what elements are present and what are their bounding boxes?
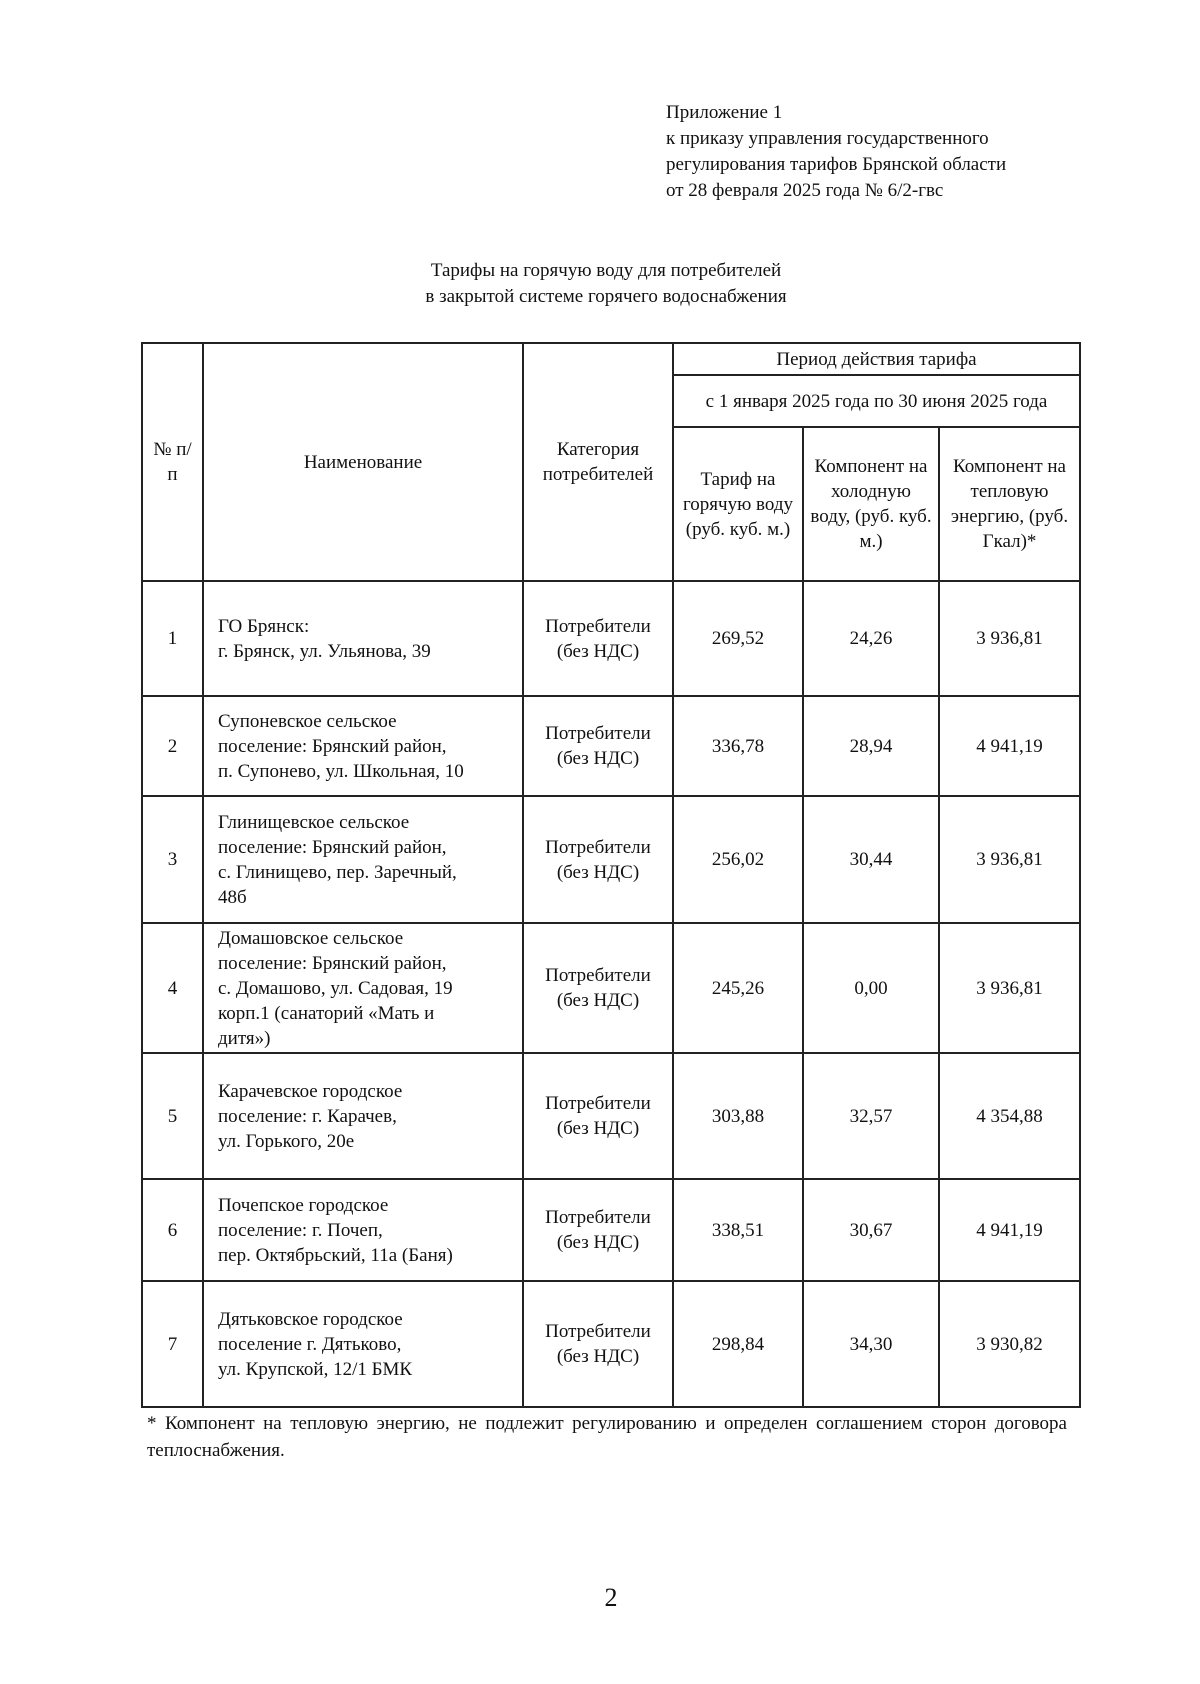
row-heat-component: 3 930,82	[939, 1281, 1080, 1407]
row-category	[523, 923, 673, 1053]
tariffs-table	[141, 342, 1081, 1408]
row-number: 7	[142, 1281, 203, 1407]
row-heat-component: 4 941,19	[939, 696, 1080, 796]
row-name	[203, 923, 523, 1053]
row-heat-component: 3 936,81	[939, 581, 1080, 696]
row-number: 1	[142, 581, 203, 696]
row-category	[523, 1179, 673, 1281]
row-tariff: 303,88	[673, 1053, 803, 1179]
row-name-line: 48б	[218, 886, 247, 908]
appendix-line: от 28 февраля 2025 года № 6/2-гвс	[666, 180, 944, 201]
row-category-line: Потребители	[545, 965, 651, 986]
row-cold-component: 30,67	[803, 1179, 939, 1281]
header-period: Период действия тарифа	[673, 343, 1080, 375]
row-name-line: поселение: г. Карачев,	[218, 1105, 397, 1127]
row-category-line: Потребители	[545, 723, 651, 744]
row-category-line: (без НДС)	[556, 640, 640, 662]
row-category-line: Потребители	[545, 1321, 651, 1342]
row-cold-component: 28,94	[803, 696, 939, 796]
row-category	[523, 581, 673, 696]
appendix-line: регулирования тарифов Брянской области	[666, 154, 1007, 175]
row-number: 5	[142, 1053, 203, 1179]
row-heat-component: 4 941,19	[939, 1179, 1080, 1281]
table-row	[142, 923, 1080, 1053]
row-name-line: г. Брянск, ул. Ульянова, 39	[218, 640, 431, 662]
row-category-line: Потребители	[545, 615, 651, 637]
row-category	[523, 796, 673, 923]
row-name-line: Супоневское сельское	[218, 710, 397, 732]
row-name-line: Карачевское городское	[218, 1080, 403, 1102]
row-tariff: 338,51	[673, 1179, 803, 1281]
row-tariff: 269,52	[673, 581, 803, 696]
row-heat-component: 3 936,81	[939, 796, 1080, 923]
row-category-line: (без НДС)	[556, 1118, 640, 1139]
row-cold-component: 30,44	[803, 796, 939, 923]
appendix-reference	[666, 100, 1006, 204]
row-name-line: ул. Крупской, 12/1 БМК	[218, 1358, 413, 1380]
row-category-line: (без НДС)	[556, 748, 640, 769]
row-name-line: пер. Октябрьский, 11а (Баня)	[218, 1244, 453, 1266]
row-cold-component: 34,30	[803, 1281, 939, 1407]
row-name	[203, 581, 523, 696]
row-name-line: Домашовское сельское	[218, 927, 404, 949]
document-title-line: в закрытой системе горячего водоснабжения	[425, 286, 787, 307]
header-name: Наименование	[203, 343, 523, 581]
row-tariff: 298,84	[673, 1281, 803, 1407]
row-tariff: 245,26	[673, 923, 803, 1053]
row-category-line: (без НДС)	[556, 861, 640, 883]
row-category-line: (без НДС)	[556, 1232, 640, 1253]
row-category	[523, 696, 673, 796]
row-name-line: Дятьковское городское	[218, 1308, 403, 1330]
row-cold-component: 0,00	[803, 923, 939, 1053]
row-heat-component: 3 936,81	[939, 923, 1080, 1053]
row-category	[523, 1053, 673, 1179]
document-title	[0, 258, 1200, 310]
row-number: 2	[142, 696, 203, 796]
row-number: 4	[142, 923, 203, 1053]
row-name-line: п. Супонево, ул. Школьная, 10	[218, 760, 464, 782]
row-category-line: Потребители	[545, 836, 651, 858]
row-number: 3	[142, 796, 203, 923]
row-heat-component: 4 354,88	[939, 1053, 1080, 1179]
row-category-line: (без НДС)	[556, 1346, 640, 1367]
table-row	[142, 1053, 1080, 1179]
row-category	[523, 1281, 673, 1407]
row-name	[203, 696, 523, 796]
header-category: Категория потребителей	[523, 343, 673, 581]
header-tariff-hot-water: Тариф на горячую воду (руб. куб. м.)	[673, 427, 803, 581]
row-name-line: ул. Горького, 20е	[218, 1130, 355, 1152]
row-name-line: поселение: Брянский район,	[218, 952, 447, 974]
row-number: 6	[142, 1179, 203, 1281]
row-name-line: Глинищевское сельское	[218, 811, 410, 833]
header-number: № п/п	[142, 343, 203, 581]
row-name-line: поселение: Брянский район,	[218, 735, 447, 757]
table-row	[142, 1179, 1080, 1281]
row-name	[203, 1281, 523, 1407]
row-name-line: дитя»)	[218, 1027, 271, 1049]
row-tariff: 256,02	[673, 796, 803, 923]
row-name	[203, 796, 523, 923]
row-name	[203, 1179, 523, 1281]
footnote: * Компонент на тепловую энергию, не подлежит регулированию и определен соглашением сторон договора теплоснабжения.	[147, 1413, 1067, 1461]
row-name-line: поселение: г. Почеп,	[218, 1219, 383, 1241]
row-category-line: Потребители	[545, 1207, 651, 1228]
appendix-line: Приложение 1	[666, 102, 783, 123]
table-row	[142, 1281, 1080, 1407]
row-cold-component: 24,26	[803, 581, 939, 696]
table-row	[142, 696, 1080, 796]
table-row	[142, 796, 1080, 923]
row-tariff: 336,78	[673, 696, 803, 796]
row-name-line: с. Домашово, ул. Садовая, 19	[218, 977, 453, 999]
row-category-line: Потребители	[545, 1093, 651, 1114]
page-number: 2	[604, 1583, 618, 1612]
row-cold-component: 32,57	[803, 1053, 939, 1179]
header-component-heat: Компонент на тепловую энергию, (руб. Гкал)*	[939, 427, 1080, 581]
row-name-line: с. Глинищево, пер. Заречный,	[218, 861, 457, 883]
document-title-line: Тарифы на горячую воду для потребителей	[430, 260, 782, 281]
row-name-line: поселение: Брянский район,	[218, 836, 447, 858]
header-period-range: с 1 января 2025 года по 30 июня 2025 года	[673, 375, 1080, 427]
appendix-line: к приказу управления государственного	[666, 128, 989, 149]
table-row	[142, 581, 1080, 696]
header-component-cold-water: Компонент на холодную воду, (руб. куб. м.)	[803, 427, 939, 581]
row-name-line: поселение г. Дятьково,	[218, 1333, 402, 1355]
row-name	[203, 1053, 523, 1179]
row-name-line: ГО Брянск:	[218, 615, 310, 637]
row-name-line: Почепское городское	[218, 1194, 389, 1216]
row-category-line: (без НДС)	[556, 990, 640, 1011]
row-name-line: корп.1 (санаторий «Мать и	[218, 1002, 435, 1024]
